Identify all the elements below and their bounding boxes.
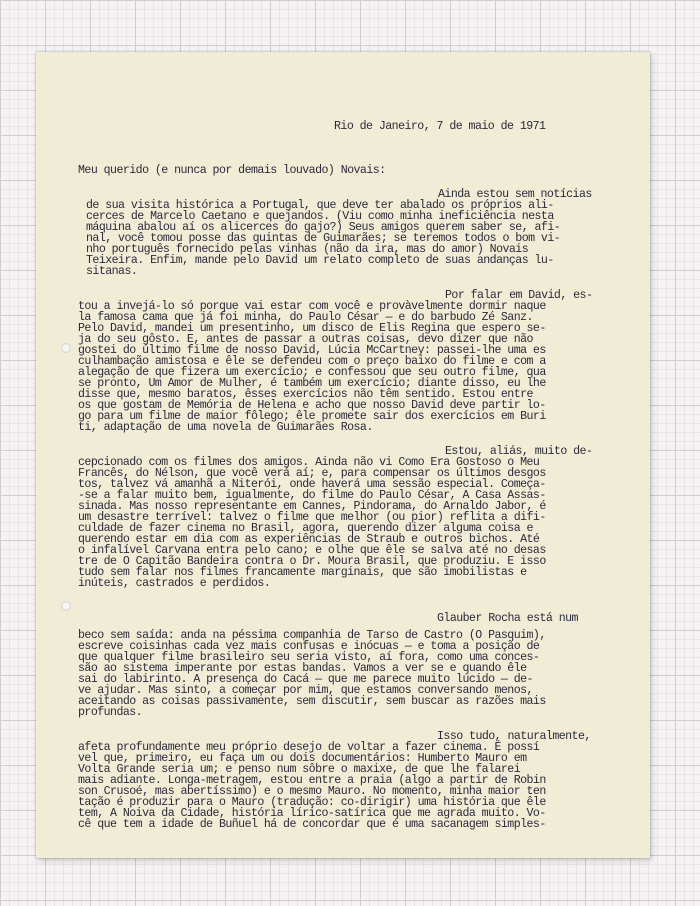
- letter-line: tudo sem falar nos filmes francamente marginais, que são imobilistas e: [78, 566, 527, 579]
- letter-line: nho português fornecido pelas vinhas (não da ira, mas do amor) Novais: [86, 243, 529, 256]
- letter-line: Isso tudo, naturalmente,: [437, 730, 591, 743]
- letter-line: beco sem saída: anda na péssima companhia de Tarso de Castro (O Pasquim),: [78, 629, 546, 642]
- letter-line: cê que tem a idade de Buñuel há de concordar que é uma sacanagem simples-: [78, 818, 546, 831]
- letter-line: um desastre terrível: talvez o filme que melhor (ou pior) reflita a difi-: [78, 511, 546, 524]
- letter-line: mais adiante. Longa-metragem, estou entre a praia (algo a partir de Robin: [78, 774, 546, 787]
- letter-line: Teixeira. Enfim, mande pelo David um relato completo de suas andanças lu-: [86, 254, 554, 267]
- letter-line: ve ajudar. Mas sinto, a começar por mim, que estamos conversando menos,: [78, 684, 533, 697]
- letter-line: de sua visita histórica a Portugal, que deve ter abalado os próprios ali-: [86, 199, 554, 212]
- letter-line: culdade de fazer cinema no Brasil, agora, querendo dizer alguma coisa e: [78, 522, 533, 535]
- letter-line: o infalível Carvana entra pelo cano; e olhe que êle se salva até no desas: [78, 544, 546, 557]
- letter-line: go para um filme de maior fôlego; êle promete sair dos exercícios em Buri: [78, 410, 546, 423]
- letter-line: aceitando as coisas passivamente, sem discutir, sem buscar as razões mais: [78, 695, 546, 708]
- letter-line: tação é produzir para o Mauro (tradução: co-dirigir) uma história que êle: [78, 796, 546, 809]
- letter-line: la famosa cama que já foi minha, do Paulo César — e do barbudo Zé Sanz.: [78, 311, 533, 324]
- letter-line: Pelo David, mandei um presentinho, um disco de Elis Regina que espero se-: [78, 322, 546, 335]
- letter-line: cepcionado com os filmes dos amigos. Ainda não vi Como Era Gostoso o Meu: [78, 456, 540, 469]
- letter-line: tou a invejá-lo só porque vai estar com você e provàvelmente dormir naque: [78, 300, 546, 313]
- dateline: Rio de Janeiro, 7 de maio de 1971: [334, 120, 546, 133]
- letter-line: Volta Grande seria um; e penso num sôbre o maxixe, de que lhe falarei: [78, 763, 521, 776]
- letter-line: son Crusoé, mas abertíssimo) e o mesmo Mauro. No momento, minha maior ten: [78, 785, 546, 798]
- letter-line: querendo estar em dia com as experiências de Straub e outros bichos. Até: [78, 533, 540, 546]
- letter-line: cerces de Marcelo Caetano e quejandos. (Viu como minha ineficiência nesta: [86, 210, 554, 223]
- letter-line: afeta profundamente meu próprio desejo de voltar a fazer cinema. É possí: [78, 741, 540, 754]
- letter-line: vel que, primeiro, eu faça um ou dois documentários: Humberto Mauro em: [78, 752, 527, 765]
- letter-line: máquina abalou aí os alicerces do gajo?) Seus amigos querem saber se, afi-: [86, 221, 561, 234]
- punch-hole-upper: [61, 343, 71, 353]
- letter-line: escreve coisinhas cada vez mais confusas e inócuas — e toma a posição de: [78, 640, 540, 653]
- letter-line: Ainda estou sem notícias: [438, 188, 592, 201]
- letter-line: tos, talvez vá amanhã a Niterói, onde haverá uma sessão especial. Começa-: [78, 478, 546, 491]
- letter-line: sinada. Mas nosso representante em Cannes, Pindorama, do Arnaldo Jabor, é: [78, 500, 546, 513]
- letter-line: alegação de que fizera um exercício; e confessou que seu outro filme, qua: [78, 366, 546, 379]
- letter-line: nal, você tomou posse das quintas de Guimarães; se teremos todos o bom vi-: [86, 232, 561, 245]
- punch-hole-lower: [61, 601, 71, 611]
- letter-sheet: [36, 52, 650, 858]
- letter-line: os que gostam de Memória de Helena e acho que nosso David deve partir lo-: [78, 399, 546, 412]
- letter-line: profundas.: [78, 706, 143, 719]
- letter-line: Glauber Rocha está num: [437, 612, 578, 625]
- letter-line: tem, A Noiva da Cidade, história lírico-satírica que me agrada muito. Vo-: [78, 807, 546, 820]
- letter-line: disse que, mesmo baratos, êsses exercícios não têm sentido. Estou entre: [78, 388, 533, 401]
- salutation: Meu querido (e nunca por demais louvado) Novais:: [78, 164, 386, 177]
- letter-line: inúteis, castrados e perdidos.: [78, 577, 271, 590]
- letter-line: gostei do último filme de nosso David, Lúcia McCartney: passei-lhe uma es: [78, 344, 546, 357]
- letter-line: sitanas.: [86, 265, 138, 278]
- letter-line: são ao sistema imperante por estas bandas. Vamos a ver se e quando êle: [78, 662, 527, 675]
- letter-line: que qualquer filme brasileiro seu seria visto, aí fora, como uma conces-: [78, 651, 540, 664]
- letter-line: Francês, do Nélson, que você verá aí; e, para compensar os últimos desgos: [78, 467, 546, 480]
- letter-line: Estou, aliás, muito de-: [445, 445, 593, 458]
- letter-line: se pronto, Um Amor de Mulher, é também um exercício; diante disso, eu lhe: [78, 377, 546, 390]
- letter-line: Por falar em David, es-: [445, 289, 593, 302]
- letter-line: culhambação amistosa e êle se defendeu com o preço baixo do filme e com a: [78, 355, 546, 368]
- letter-line: -se a falar muito bem, igualmente, do filme do Paulo César, A Casa Assas-: [78, 489, 546, 502]
- letter-line: tre de O Capitão Bandeira contra o Dr. Moura Brasil, que produziu. E isso: [78, 555, 546, 568]
- letter-line: ti, adaptação de uma novela de Guimarães Rosa.: [78, 421, 373, 434]
- letter-line: ja do seu gôsto. E, antes de passar a outras coisas, devo dizer que não: [78, 333, 533, 346]
- letter-line: sai do labirinto. A presença do Cacá — que me parece muito lúcido — de-: [78, 673, 533, 686]
